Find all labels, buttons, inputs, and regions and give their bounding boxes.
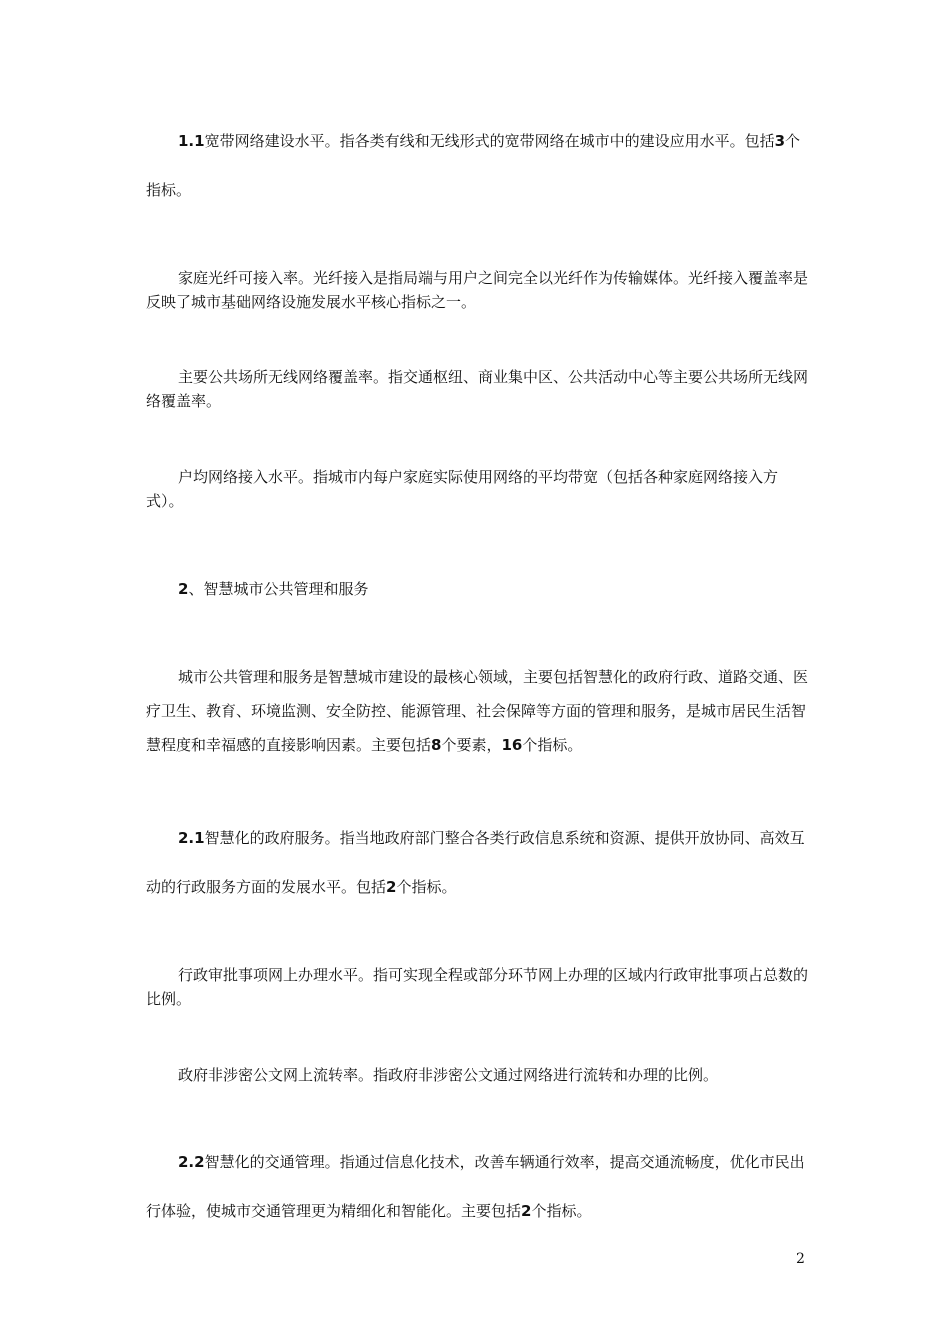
paragraph-public-management: 城市公共管理和服务是智慧城市建设的最核心领域，主要包括智慧化的政府行政、道路交通、医疗卫生、教育、环境监测、安全防控、能源管理、社会保障等方面的管理和服务，是城市居民生活智慧程度和幸福感的直接影响因素。主要包括8个要素，16个指标。	[146, 668, 809, 754]
section-number: 1.1	[178, 132, 205, 150]
paragraph-document-circulation: 政府非涉密公文网上流转率。指政府非涉密公文通过网络进行流转和办理的比例。	[178, 1066, 719, 1084]
paragraph-household-access: 户均网络接入水平。指城市内每户家庭实际使用网络的平均带宽（包括各种家庭网络接入方式）。	[146, 468, 779, 510]
page-number: 2	[796, 1251, 805, 1267]
paragraph-2-1: 2.1智慧化的政府服务。指当地政府部门整合各类行政信息系统和资源、提供开放协同、高效互动的行政服务方面的发展水平。包括2个指标。	[146, 829, 805, 896]
paragraph-online-approval: 行政审批事项网上办理水平。指可实现全程或部分环节网上办理的区域内行政审批事项占总数的比例。	[146, 966, 809, 1008]
paragraph-2-2: 2.2智慧化的交通管理。指通过信息化技术，改善车辆通行效率，提高交通流畅度，优化市民出行体验，使城市交通管理更为精细化和智能化。主要包括2个指标。	[146, 1153, 805, 1220]
paragraph-fiber-access: 家庭光纤可接入率。光纤接入是指局端与用户之间完全以光纤作为传输媒体。光纤接入覆盖率是反映了城市基础网络设施发展水平核心指标之一。	[146, 269, 809, 311]
paragraph-1-1: 1.1宽带网络建设水平。指各类有线和无线形式的宽带网络在城市中的建设应用水平。包括3个指标。	[146, 132, 801, 199]
paragraph-wireless-coverage: 主要公共场所无线网络覆盖率。指交通枢纽、商业集中区、公共活动中心等主要公共场所无线网络覆盖率。	[146, 368, 809, 410]
section-heading-2: 2、智慧城市公共管理和服务	[178, 580, 369, 598]
